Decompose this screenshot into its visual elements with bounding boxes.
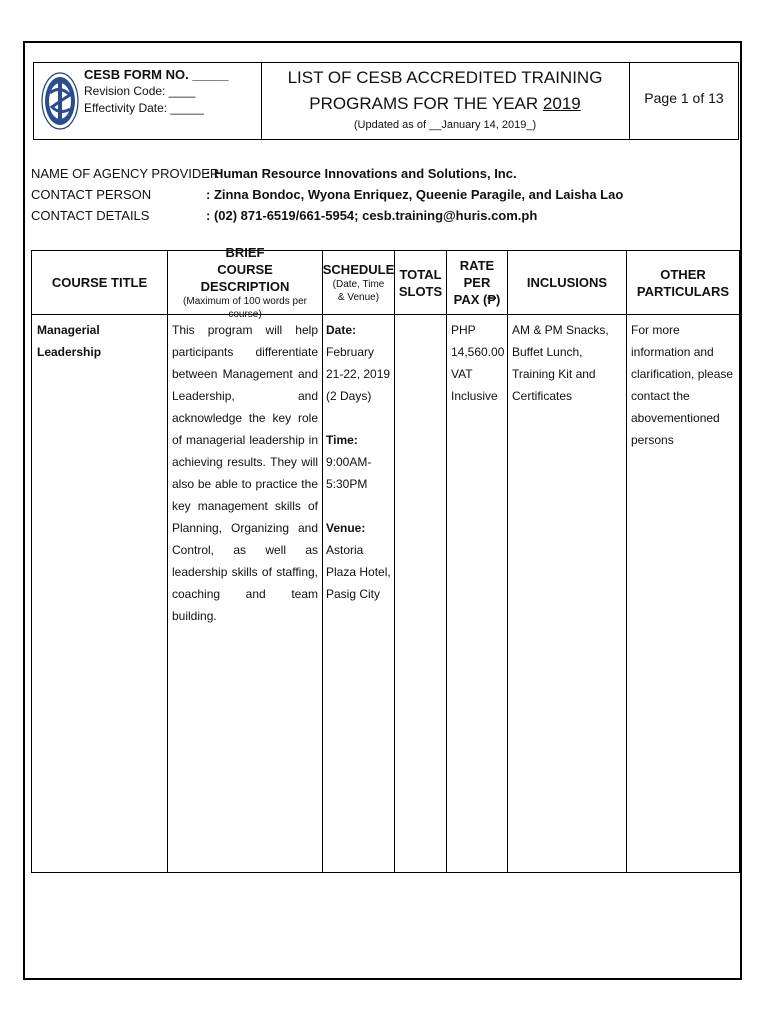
effectivity-date: Effectivity Date: _____ [84,101,204,115]
form-header [33,62,739,140]
document-title-line2 [261,91,629,117]
header-description: BRIEF COURSE DESCRIPTION (Maximum of 100 words per course) [168,251,322,314]
header-description-note: (Maximum of 100 words per course) [183,296,307,320]
contact-details-label: CONTACT DETAILS [31,208,150,223]
schedule-date-label: Date: [326,323,357,337]
cell-other: For more information and clarification, please contact the abovementioned persons [631,323,734,447]
title-year: 2019 [542,94,581,113]
header-total-slots: TOTAL SLOTS [398,266,443,299]
form-info-cell [34,63,262,139]
form-number: CESB FORM NO. _____ [84,67,229,82]
page-number-cell [630,63,738,139]
document-page [23,41,742,980]
header-schedule-note: (Date, Time & Venue) [332,279,385,303]
title-cell [261,63,630,139]
cesb-logo [41,71,79,131]
training-programs-table [31,245,740,873]
cell-description: This program will help participants differentiate between Management and Leadership, and acknowledge the key role of managerial leadership in achieving results. They will also be able to practice the key management skills of Planning, Organizing and Control, as well as leadership skills of staffing, coaching and team building. [172,323,318,623]
title-prefix: PROGRAMS FOR THE YEAR [309,94,543,113]
revision-code: Revision Code: ____ [84,84,196,98]
updated-date: (Updated as of __January 14, 2019_) [353,119,537,131]
contact-person-value: : Zinna Bondoc, Wyona Enriquez, Queenie Paragile, and Laisha Lao [206,187,624,202]
contact-person-label: CONTACT PERSON [31,187,152,202]
header-schedule: SCHEDULE (Date, Time & Venue) [322,262,395,303]
provider-value: : Human Resource Innovations and Solutions, Inc. [206,166,517,181]
cell-schedule [326,319,392,605]
cell-inclusions: AM & PM Snacks, Buffet Lunch, Training Kit and Certificates [512,323,609,403]
schedule-time-label: Time: [326,433,358,447]
document-title-line1: LIST OF CESB ACCREDITED TRAINING [287,68,603,87]
cell-rate: PHP 14,560.00 VAT Inclusive [451,323,505,403]
header-course-title: COURSE TITLE [51,275,148,290]
header-inclusions: INCLUSIONS [526,275,608,290]
schedule-venue-value: Astoria Plaza Hotel, Pasig City [326,543,391,601]
schedule-date-value: February 21-22, 2019 (2 Days) [326,345,391,403]
schedule-time-value: 9:00AM-5:30PM [326,455,372,491]
header-other: OTHER PARTICULARS [636,266,730,299]
cell-course-title: Managerial Leadership [37,323,102,359]
page-number: Page 1 of 13 [644,90,724,106]
header-rate: RATE PER PAX (₱) [453,258,501,307]
contact-details-value: : (02) 871-6519/661-5954; cesb.training@huris.com.ph [206,208,538,223]
provider-label: NAME OF AGENCY PROVIDER [31,166,220,181]
schedule-venue-label: Venue: [326,521,366,535]
